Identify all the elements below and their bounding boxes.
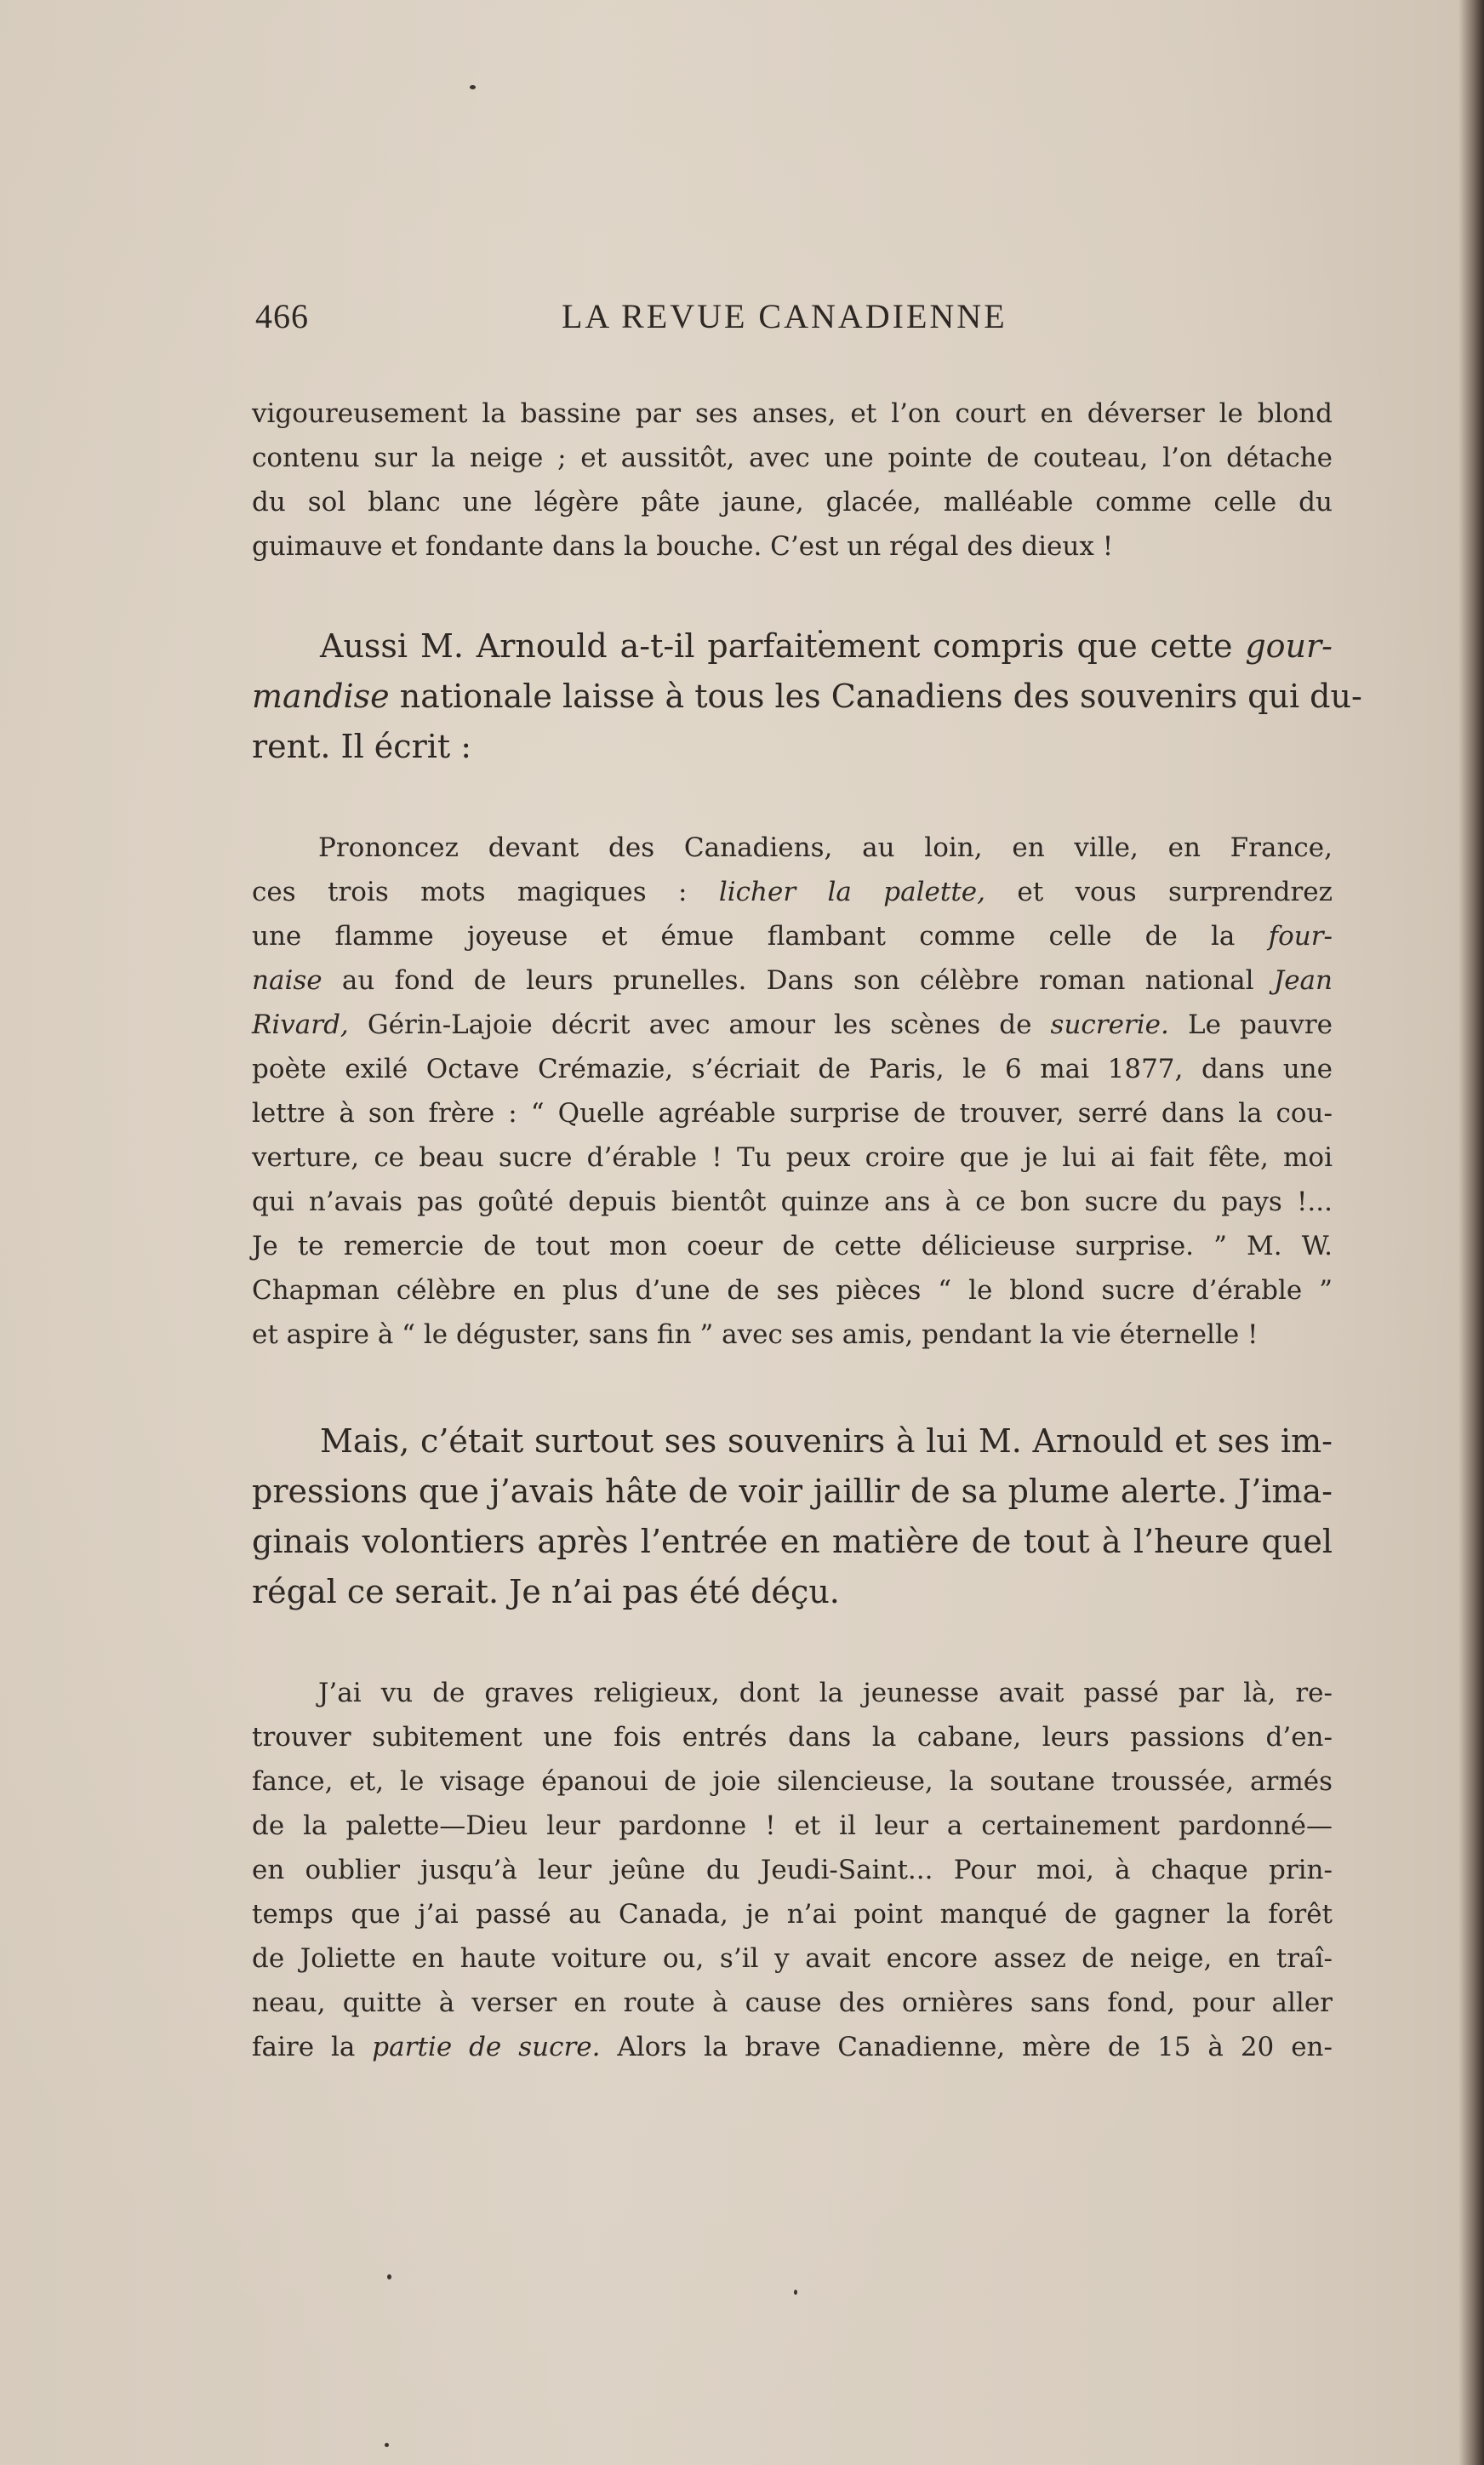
text-line: et aspire à “ le déguster, sans fin ” avec ses amis, pendant la vie éternelle ! [252,1319,1259,1350]
text-line: guimauve et fondante dans la bouche. C’est un régal des dieux ! [252,531,1114,562]
page-number: 466 [255,297,309,335]
text-line: Aussi M. Arnould a-t-il parfaitement compris que cette gour- [320,627,1333,665]
ink-speck [470,85,476,89]
text-line: fance, et, le visage épanoui de joie silencieuse, la soutane troussée, armés [252,1766,1333,1797]
text-line: en oublier jusqu’à leur jeûne du Jeudi-Saint... Pour moi, à chaque prin- [252,1855,1333,1885]
text-line: pressions que j’avais hâte de voir jaillir de sa plume alerte. J’ima- [252,1473,1333,1510]
text-line: verture, ce beau sucre d’érable ! Tu peux croire que je lui ai fait fête, moi [252,1142,1333,1173]
text-line: contenu sur la neige ; et aussitôt, avec une pointe de couteau, l’on détache [252,443,1333,473]
ink-speck [794,2290,797,2295]
text-line: Chapman célèbre en plus d’une de ses pièces “ le blond sucre d’érable ” [252,1275,1333,1306]
text-line: de la palette—Dieu leur pardonne ! et il leur a certainement pardonné— [252,1810,1333,1841]
text-line: poète exilé Octave Crémazie, s’écriait de Paris, le 6 mai 1877, dans une [252,1054,1333,1084]
text-line: Je te remercie de tout mon coeur de cette délicieuse surprise. ” M. W. [252,1231,1333,1261]
text-line: du sol blanc une légère pâte jaune, glacée, malléable comme celle du [252,487,1333,518]
text-line: neau, quitte à verser en route à cause des ornières sans fond, pour aller [252,1987,1333,2018]
text-line: Prononcez devant des Canadiens, au loin, en ville, en France, [318,832,1333,863]
text-line: J’ai vu de graves religieux, dont la jeunesse avait passé par là, re- [318,1678,1333,1708]
ink-speck [387,2274,391,2279]
text-line: vigoureusement la bassine par ses anses, et l’on court en déverser le blond [252,398,1333,429]
journal-title: LA REVUE CANADIENNE [562,297,1007,335]
text-line: Rivard, Gérin-Lajoie décrit avec amour les scènes de sucrerie. Le pauvre [252,1009,1333,1040]
text-line: de Joliette en haute voiture ou, s’il y avait encore assez de neige, en traî- [252,1943,1333,1974]
text-line: ces trois mots magiques : licher la palette, et vous surprendrez [252,877,1333,907]
text-line: mandise nationale laisse à tous les Canadiens des souvenirs qui du- [252,678,1362,715]
text-line: trouver subitement une fois entrés dans la cabane, leurs passions d’en- [252,1722,1333,1753]
text-line: naise au fond de leurs prunelles. Dans son célèbre roman national Jean [252,965,1333,996]
paragraph-1 [252,392,1333,569]
text-line: temps que j’ai passé au Canada, je n’ai point manqué de gagner la forêt [252,1899,1333,1930]
text-line: ginais volontiers après l’entrée en matière de tout à l’heure quel [252,1523,1333,1560]
paragraph-2 [252,621,1362,772]
running-head [255,296,1306,339]
text-line: Mais, c’était surtout ses souvenirs à lui M. Arnould et ses im- [320,1422,1333,1460]
paragraph-4 [252,1416,1333,1617]
text-line: lettre à son frère : “ Quelle agréable surprise de trouver, serré dans la cou- [252,1098,1333,1129]
text-line: qui n’avais pas goûté depuis bientôt quinze ans à ce bon sucre du pays !... [252,1187,1333,1217]
ink-speck [385,2443,389,2447]
quotation-paragraph [252,1671,1333,2069]
text-line: régal ce serait. Je n’ai pas été déçu. [252,1573,840,1610]
quotation-paragraph [252,826,1333,1357]
text-line: une flamme joyeuse et émue flambant comme celle de la four- [252,921,1333,952]
text-line: rent. Il écrit : [252,728,472,765]
text-line: faire la partie de sucre. Alors la brave Canadienne, mère de 15 à 20 en- [252,2032,1333,2062]
binding-shadow [1458,0,1484,2465]
